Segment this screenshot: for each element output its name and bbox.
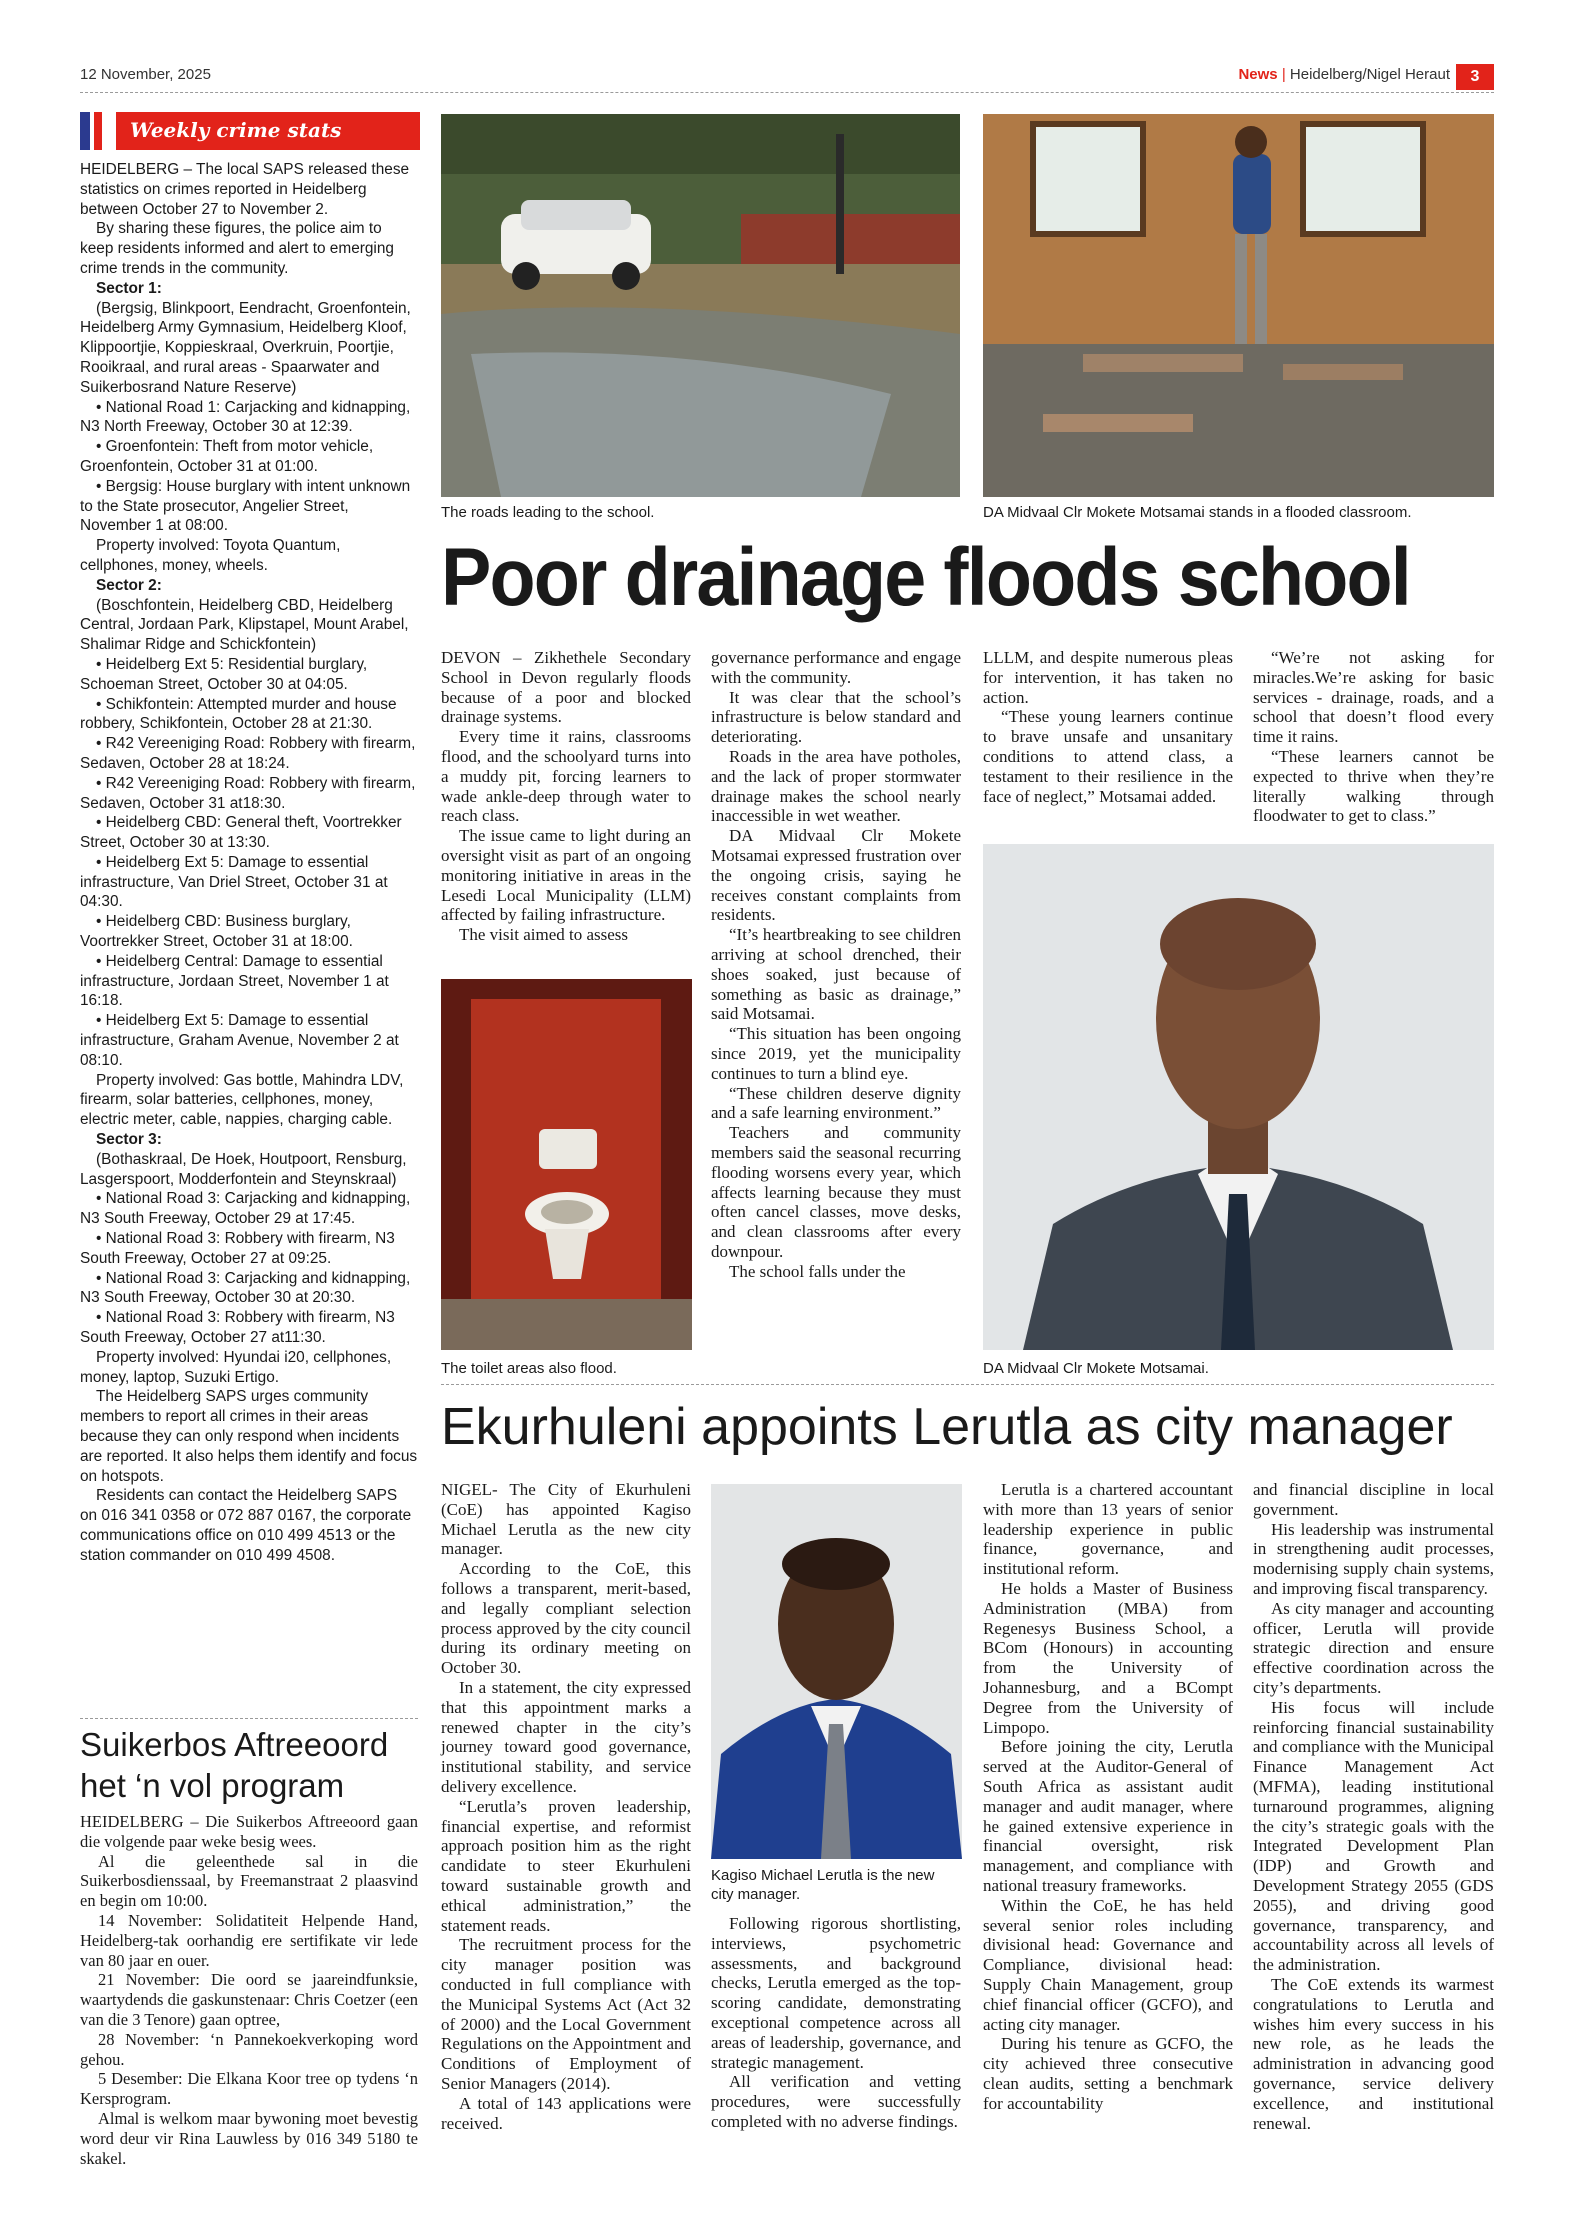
ekurhuleni-column-2 bbox=[711, 1914, 961, 2132]
ekurhuleni-paragraph: A total of 143 applications were received. bbox=[441, 2093, 691, 2133]
crime-stats-body bbox=[80, 160, 418, 1566]
suikerbos-paragraph: HEIDELBERG – Die Suikerbos Aftreeoord gaan die volgende paar weke besig wees. bbox=[80, 1812, 418, 1851]
ekurhuleni-paragraph: “Lerutla’s proven leadership, financial expertise, and reformist approach position him as the right candidate to steer Ekurhuleni toward sustainable growth and ethical administration,” the statement reads. bbox=[441, 1796, 691, 1935]
ekurhuleni-paragraph: His focus will include reinforcing financial sustainability and compliance with the Municipal Finance Management Act (MFMA), leading institutional turnaround programmes, aligning the city’s strategic goals with the Integrated Development Plan (IDP) and Growth and Development Strategy 2055 (GDS 2055), and driving good governance, transparency, and accountability across all levels of the administration. bbox=[1253, 1697, 1494, 1975]
section-label: News bbox=[1238, 66, 1278, 83]
drainage-paragraph: “These young learners continue to brave unsafe and unsanitary conditions to attend class, a testament to their resilience in the face of neglect,” Motsamai added. bbox=[983, 707, 1233, 806]
crime-stats-paragraph: • R42 Vereeniging Road: Robbery with firearm, Sedaven, October 31 at18:30. bbox=[80, 774, 416, 812]
drainage-paragraph: “This situation has been ongoing since 2019, yet the municipality continues to turn a blind eye. bbox=[711, 1024, 961, 1083]
suikerbos-headline: Suikerbos Aftreeoord het ‘n vol program bbox=[80, 1726, 389, 1804]
photo-lerutla bbox=[711, 1484, 962, 1859]
crime-stats-paragraph: (Bergsig, Blinkpoort, Eendracht, Groenfontein, Heidelberg Army Gymnasium, Heidelberg Kloof, Klippoortjie, Koppieskraal, Overkruin, Poortjie, Rooikraal, and rural areas - Spaarwater and Suikerbosrand Nature Reserve) bbox=[80, 299, 411, 396]
ekurhuleni-paragraph: Lerutla is a chartered accountant with more than 13 years of senior leadership experience in public finance, governance, and institutional reform. bbox=[983, 1480, 1233, 1579]
crime-stats-paragraph: • Heidelberg Central: Damage to essential infrastructure, Jordaan Street, November 1 at 16:18. bbox=[80, 952, 389, 1010]
ekurhuleni-paragraph: Within the CoE, he has held several senior roles including divisional head: Governance and Compliance, divisional head: Supply Chain Management, group chief financial officer (GCFO), and acting city manager. bbox=[983, 1895, 1233, 2034]
ekurhuleni-paragraph: In a statement, the city expressed that this appointment marks a renewed chapter in the city’s journey toward good governance, institutional stability, and service delivery excellence. bbox=[441, 1677, 691, 1796]
ekurhuleni-paragraph: All verification and vetting procedures, were successfully completed with no adverse findings. bbox=[711, 2072, 961, 2131]
photo2-caption: DA Midvaal Clr Mokete Motsamai stands in a flooded classroom. bbox=[983, 504, 1412, 521]
crime-stats-paragraph: • National Road 3: Carjacking and kidnapping, N3 South Freeway, October 29 at 17:45. bbox=[80, 1190, 411, 1228]
drainage-paragraph: Teachers and community members said the seasonal recurring flooding worsens every year, which affects learning because they must often cancel classes, move desks, and clean classrooms after every downpour. bbox=[711, 1123, 961, 1261]
crime-stats-paragraph: (Boschfontein, Heidelberg CBD, Heidelberg Central, Jordaan Park, Klipstapel, Mount Arabel, Shalimar Ridge and Schickfontein) bbox=[80, 596, 409, 654]
lerutla-photo-caption: Kagiso Michael Lerutla is the new city manager. bbox=[711, 1867, 935, 1903]
ekurhuleni-headline: Ekurhuleni appoints Lerutla as city manager bbox=[441, 1398, 1453, 1456]
drainage-paragraph: governance performance and engage with the community. bbox=[711, 648, 961, 687]
crime-stats-paragraph: (Bothaskraal, De Hoek, Houtpoort, Rensburg, Lasgerspoort, Modderfontein and Steynskraal) bbox=[80, 1150, 407, 1188]
crime-stats-paragraph: • R42 Vereeniging Road: Robbery with firearm, Sedaven, October 28 at 18:24. bbox=[80, 735, 416, 772]
crime-stats-paragraph: • Groenfontein: Theft from motor vehicle, Groenfontein, October 31 at 01:00. bbox=[80, 438, 374, 475]
suikerbos-paragraph: Almal is welkom maar bywoning moet bevestig word deur vir Rina Lauwless by 016 349 5180 te skakel. bbox=[80, 2108, 418, 2168]
drainage-column-2 bbox=[711, 648, 961, 1282]
photo3-caption: The toilet areas also flood. bbox=[441, 1360, 617, 1377]
drainage-paragraph: It was clear that the school’s infrastructure is below standard and deteriorating. bbox=[711, 687, 961, 747]
drainage-paragraph: “It’s heartbreaking to see children arriving at school drenched, their shoes soaked, just because of something as basic as drainage,” said Motsamai. bbox=[711, 925, 961, 1024]
drainage-column-4 bbox=[1253, 648, 1494, 826]
drainage-paragraph: The school falls under the bbox=[729, 1261, 906, 1281]
ekurhuleni-column-4 bbox=[1253, 1480, 1494, 2133]
drainage-paragraph: “We’re not asking for miracles.We’re asking for basic services - drainage, roads, and a school that doesn’t flood every time it rains. bbox=[1253, 648, 1494, 747]
crime-stats-paragraph: • National Road 3: Carjacking and kidnapping, N3 South Freeway, October 30 at 20:30. bbox=[80, 1269, 411, 1307]
section-divider bbox=[80, 1718, 418, 1719]
crime-stats-paragraph: Sector 1: bbox=[96, 279, 162, 297]
crime-stats-paragraph: • National Road 3: Robbery with firearm, N3 South Freeway, October 27 at11:30. bbox=[80, 1309, 395, 1347]
photo-motsamai-portrait bbox=[983, 844, 1494, 1350]
classroom-illustration bbox=[983, 114, 1494, 497]
crime-stats-banner bbox=[80, 112, 420, 150]
suikerbos-body bbox=[80, 1812, 418, 2168]
ekurhuleni-paragraph: His leadership was instrumental in strengthening audit processes, modernising supply chain systems, and improving fiscal transparency. bbox=[1253, 1519, 1494, 1598]
suikerbos-paragraph: 21 November: Die oord se jaareindfunksie, waartydends die gaskunstenaar: Chris Coetzer (een van die 3 Tenore) gaan optree, bbox=[80, 1970, 418, 2029]
ekurhuleni-column-1 bbox=[441, 1480, 691, 2133]
ekurhuleni-paragraph: During his tenure as GCFO, the city achieved three consecutive clean audits, setting a benchmark for accountability bbox=[983, 2034, 1233, 2113]
crime-stats-paragraph: HEIDELBERG – The local SAPS released these statistics on crimes reported in Heidelberg between October 27 to November 2. bbox=[80, 161, 410, 218]
banner-blue-bar bbox=[80, 112, 90, 150]
crime-stats-paragraph: The Heidelberg SAPS urges community members to report all crimes in their areas because they can only respond when incidents are reported. It also helps them identify and focus on hotspots. bbox=[80, 1388, 418, 1485]
header-rule bbox=[80, 92, 1494, 93]
crime-stats-paragraph: Property involved: Gas bottle, Mahindra LDV, firearm, solar batteries, cellphones, money, electric meter, cable, nappies, charging cable. bbox=[80, 1071, 404, 1129]
story-divider bbox=[441, 1384, 1494, 1385]
ekurhuleni-paragraph: He holds a Master of Business Administration (MBA) from Regenesys Business School, a BCom (Honours) in accounting from the University of Johannesburg, and a BCompt Degree from the University of Limpopo. bbox=[983, 1578, 1233, 1737]
ekurhuleni-paragraph: The recruitment process for the city manager position was conducted in full compliance with the Municipal Systems Act (Act 32 of 2000) and the Local Government Regulations on the Appointment and Conditions of Employment of Senior Managers (2014). bbox=[441, 1935, 691, 2093]
suikerbos-paragraph: Al die geleenthede sal in die Suikerbosdienssaal, by Freemanstraat 2 plaasvind en begin om 10:00. bbox=[80, 1851, 418, 1911]
page-number: 3 bbox=[1456, 64, 1494, 90]
suikerbos-paragraph: 14 November: Solidatiteit Helpende Hand, Heidelberg-tak oorhandig ere sertifikate vir lede van 80 jaar en ouer. bbox=[80, 1910, 418, 1970]
drainage-paragraph: The issue came to light during an oversight visit as part of an ongoing monitoring initiative in areas in the Lesedi Local Municipality (LLM) affected by failing infrastructure. bbox=[441, 826, 691, 925]
drainage-paragraph: Every time it rains, classrooms flood, and the schoolyard turns into a muddy pit, forcing learners to wade ankle-deep through water to reach class. bbox=[441, 727, 691, 826]
page-header-right bbox=[1100, 66, 1450, 83]
drainage-paragraph: LLLM, and despite numerous pleas for intervention, it has taken no action. bbox=[983, 648, 1233, 707]
crime-stats-paragraph: By sharing these figures, the police aim to keep residents informed and alert to emerging crime trends in the community. bbox=[80, 220, 394, 277]
banner-red-bar bbox=[94, 112, 102, 150]
crime-stats-paragraph: • Bergsig: House burglary with intent unknown to the State prosecutor, Angelier Street, November 1 at 08:00. bbox=[80, 477, 411, 535]
crime-stats-paragraph: • Heidelberg Ext 5: Residential burglary, Schoeman Street, October 30 at 04:05. bbox=[80, 655, 368, 693]
crime-stats-paragraph: • Heidelberg Ext 5: Damage to essential infrastructure, Graham Avenue, November 2 at 08:10. bbox=[80, 1012, 399, 1069]
photo-flooded-toilet bbox=[441, 979, 692, 1350]
crime-stats-title: Weekly crime stats bbox=[130, 118, 342, 142]
ekurhuleni-paragraph: As city manager and accounting officer, Lerutla will provide strategic direction and ensure effective coordination across the city’s departments. bbox=[1253, 1598, 1494, 1697]
ekurhuleni-paragraph: Before joining the city, Lerutla served at the Auditor-General of South Africa as assistant audit manager and audit manager, where he gained extensive experience in financial oversight, risk management, and compliance with national treasury frameworks. bbox=[983, 1737, 1233, 1895]
crime-stats-paragraph: Sector 3: bbox=[96, 1131, 162, 1149]
drainage-paragraph: The visit aimed to assess bbox=[459, 925, 629, 945]
photo4-caption: DA Midvaal Clr Mokete Motsamai. bbox=[983, 1360, 1209, 1377]
issue-date: 12 November, 2025 bbox=[80, 66, 211, 83]
drainage-paragraph: “These learners cannot be expected to thrive when they’re literally walking through floodwater to get to class.” bbox=[1253, 746, 1494, 826]
publication-name: Heidelberg/Nigel Heraut bbox=[1289, 66, 1450, 83]
drainage-paragraph: “These children deserve dignity and a safe learning environment.” bbox=[711, 1083, 961, 1123]
ekurhuleni-paragraph: According to the CoE, this follows a transparent, merit-based, and legally compliant selection process approved by the city council during its ordinary meeting on October 30. bbox=[441, 1559, 691, 1678]
photo1-caption: The roads leading to the school. bbox=[441, 504, 655, 521]
motsamai-portrait-illustration bbox=[983, 844, 1494, 1350]
drainage-column-3 bbox=[983, 648, 1233, 806]
drainage-paragraph: DA Midvaal Clr Mokete Motsamai expressed frustration over the ongoing crisis, saying he receives constant complaints from residents. bbox=[711, 826, 961, 925]
suikerbos-paragraph: 5 Desember: Die Elkana Koor tree op tydens ‘n Kersprogram. bbox=[80, 2069, 418, 2109]
drainage-paragraph: Roads in the area have potholes, and the lack of proper stormwater drainage makes the school nearly inaccessible in wet weather. bbox=[711, 746, 961, 826]
flooded-road-illustration bbox=[441, 114, 960, 497]
drainage-column-1 bbox=[441, 648, 691, 945]
ekurhuleni-paragraph: and financial discipline in local government. bbox=[1253, 1480, 1494, 1519]
ekurhuleni-column-3 bbox=[983, 1480, 1233, 2114]
toilet-illustration bbox=[441, 979, 692, 1350]
drainage-paragraph: DEVON – Zikhethele Secondary School in Devon regularly floods because of a poor and blocked drainage systems. bbox=[441, 648, 691, 727]
crime-stats-paragraph: • Schikfontein: Attempted murder and house robbery, Schikfontein, October 28 at 21:30. bbox=[80, 695, 397, 733]
ekurhuleni-paragraph: NIGEL- The City of Ekurhuleni (CoE) has appointed Kagiso Michael Lerutla as the new city manager. bbox=[441, 1480, 691, 1559]
crime-stats-paragraph: • Heidelberg CBD: Business burglary, Voortrekker Street, October 31 at 18:00. bbox=[80, 913, 353, 951]
photo-flooded-classroom bbox=[983, 114, 1494, 497]
crime-stats-paragraph: • Heidelberg CBD: General theft, Voortrekker Street, October 30 at 13:30. bbox=[80, 814, 402, 852]
crime-stats-paragraph: • Heidelberg Ext 5: Damage to essential infrastructure, Van Driel Street, October 31 at 04:30. bbox=[80, 853, 388, 911]
ekurhuleni-paragraph: Following rigorous shortlisting, interviews, psychometric assessments, and background checks, Lerutla emerged as the top-scoring candidate, demonstrating exceptional competence across all areas of leadership, governance, and strategic management. bbox=[711, 1914, 961, 2072]
photo-flooded-road bbox=[441, 114, 960, 497]
ekurhuleni-paragraph: The CoE extends its warmest congratulations to Lerutla and wishes him every success in his new role, as he leads the administration in advancing good governance, service delivery excellence, and institutional renewal. bbox=[1253, 1974, 1494, 2133]
header-separator: | bbox=[1281, 66, 1286, 83]
crime-stats-paragraph: Property involved: Toyota Quantum, cellphones, money, wheels. bbox=[80, 537, 341, 574]
lerutla-portrait-illustration bbox=[711, 1484, 962, 1859]
crime-stats-paragraph: • National Road 1: Carjacking and kidnapping, N3 North Freeway, October 30 at 12:39. bbox=[80, 398, 411, 436]
crime-stats-paragraph: • National Road 3: Robbery with firearm, N3 South Freeway, October 27 at 09:25. bbox=[80, 1230, 395, 1267]
crime-stats-paragraph: Sector 2: bbox=[96, 576, 162, 594]
crime-stats-paragraph: Property involved: Hyundai i20, cellphones, money, laptop, Suzuki Ertigo. bbox=[80, 1348, 392, 1386]
crime-stats-paragraph: Residents can contact the Heidelberg SAPS on 016 341 0358 or 072 887 0167, the corporate communications office on 010 499 4513 or the station commander on 010 499 4508. bbox=[80, 1487, 412, 1564]
suikerbos-paragraph: 28 November: ‘n Pannekoekverkoping word gehou. bbox=[80, 2029, 418, 2069]
drainage-headline: Poor drainage floods school bbox=[441, 532, 1410, 623]
